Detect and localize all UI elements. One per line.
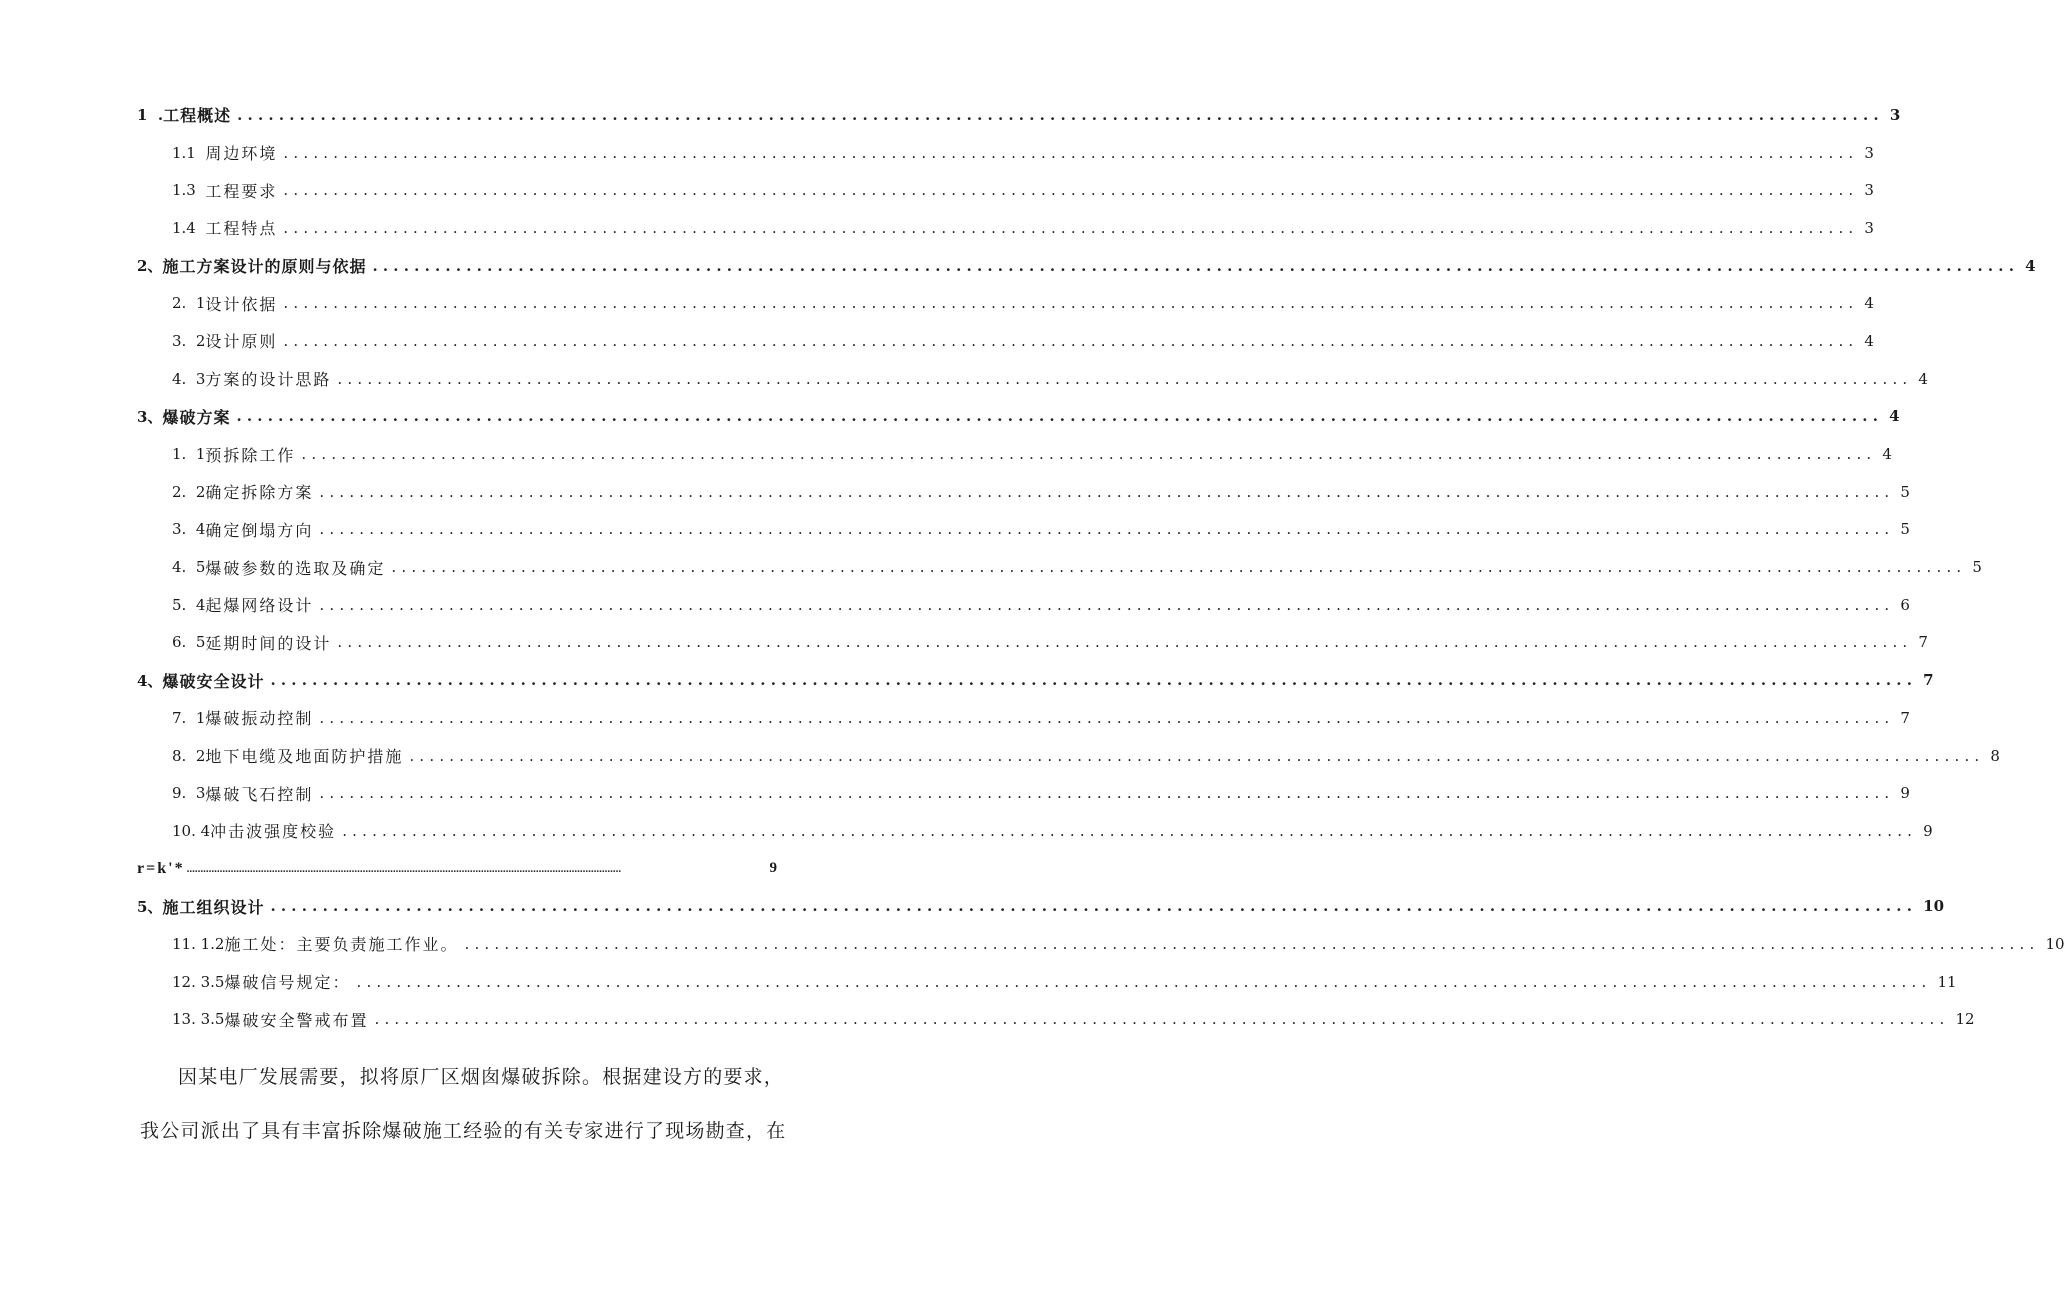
toc-entry-number: 3. 2 [172,331,206,350]
toc-leader-dots: .............................................................................................................................................................. [391,558,1967,577]
toc-entry-page-number: 4 [1918,369,1928,388]
toc-entry-number: 3、 [137,407,163,426]
toc-entry-page-number: 7 [1923,671,1934,690]
toc-entry-title: 设计原则 [205,332,278,352]
toc-entry-title: 施工处：主要负责施工作业。 [224,935,459,955]
toc-entry-title: 爆破振动控制 [205,709,314,729]
toc-entry[interactable] [0,96,1901,134]
toc-entry-title: 起爆网络设计 [205,596,314,616]
toc-leader-dots: .............................................................................................................................................................. [270,897,1918,916]
toc-entry-title: 工程特点 [205,219,278,239]
toc-entry-title: 工程要求 [205,181,278,201]
table-of-contents [0,96,2065,1038]
toc-entry-title: 爆破安全设计 [162,671,265,691]
toc-entry-page-number: 9 [1900,784,1910,803]
toc-entry-number: 8. 2 [172,746,206,765]
toc-entry-page-number: 4 [1889,407,1900,426]
toc-entry-page-number: 3 [1864,218,1874,237]
toc-entry-title: 地下电缆及地面防护措施 [205,747,404,767]
toc-entry[interactable] [0,661,1934,699]
toc-leader-dots: .............................................................................................................................................................. [283,143,1859,162]
toc-entry[interactable] [0,774,1910,812]
toc-entry-title: 施工组织设计 [162,897,265,917]
toc-entry-number: 4. 3 [172,369,206,388]
toc-entry-number: 13. 3.5 [172,1010,225,1029]
toc-entry-page-number: 3 [1889,105,1901,124]
toc-entry-number: 9. 3 [172,784,206,803]
toc-entry[interactable] [0,699,1910,737]
toc-entry-title: 爆破方案 [162,407,231,427]
toc-entry-title: 工程概述 [163,106,232,126]
toc-leader-dots: .............................................................................................................................................................. [374,1010,1950,1029]
toc-entry[interactable] [0,398,1900,436]
toc-entry[interactable] [0,963,1957,1001]
toc-entry-page-number: 7 [1900,708,1910,727]
toc-entry-number: 6. 5 [172,633,206,652]
toc-leader-dots: .............................................................................................................................................................. [236,407,1884,426]
toc-entry-title: 爆破安全警戒布置 [224,1010,369,1030]
toc-entry-page-number: 12 [1955,1010,1975,1029]
toc-entry[interactable] [0,887,1945,925]
toc-leader-dots: .............................................................................................................................................................. [237,105,1884,124]
toc-entry[interactable] [0,284,1874,322]
toc-entry[interactable] [0,435,1892,473]
toc-entry-page-number: 8 [1990,746,2000,765]
toc-entry-page-number: 5 [1972,558,1982,577]
toc-entry-number: 4. 5 [172,558,206,577]
toc-leader-dots: .............................................................................................................................................................. [337,633,1913,652]
toc-entry-page-number: 11 [1937,972,1957,991]
toc-entry-page-number: 3 [1864,143,1874,162]
toc-entry[interactable] [0,171,1874,209]
toc-leader-dots: .............................................................................................................................................................. [186,862,622,875]
toc-leader-dots: .............................................................................................................................................................. [283,181,1859,200]
toc-entry[interactable] [0,247,2036,285]
toc-entry-number: 2. 2 [172,482,206,501]
toc-entry[interactable] [0,134,1874,172]
toc-entry-number: 1.4 [172,218,206,237]
toc-leader-dots: .............................................................................................................................................................. [319,784,1895,803]
toc-entry-number: 4、 [137,671,163,690]
toc-entry[interactable] [0,511,1910,549]
toc-leader-dots: .............................................................................................................................................................. [319,520,1895,539]
toc-entry[interactable] [0,473,1910,511]
toc-entry-page-number: 3 [1864,181,1874,200]
toc-entry[interactable] [0,925,2065,963]
toc-leader-dots: .............................................................................................................................................................. [270,671,1918,690]
toc-entry-title: r=k'* [137,859,185,877]
toc-entry-page-number: 9 [1923,821,1933,840]
toc-entry-number: 1. 1 [172,445,206,464]
toc-leader-dots: .............................................................................................................................................................. [283,294,1859,313]
toc-entry-title: 预拆除工作 [205,445,296,465]
toc-leader-dots: .............................................................................................................................................................. [356,972,1932,991]
toc-leader-dots: .............................................................................................................................................................. [342,821,1918,840]
toc-entry-number: 2. 1 [172,294,206,313]
toc-entry-page-number: 4 [1882,445,1892,464]
toc-entry-title: 周边环境 [205,144,278,164]
toc-entry-page-number: 10 [1923,897,1945,916]
toc-entry-number: 5. 4 [172,595,206,614]
toc-entry-title: 施工方案设计的原则与依据 [162,257,367,277]
toc-leader-dots: .............................................................................................................................................................. [464,934,2040,953]
toc-entry[interactable] [0,548,1982,586]
toc-entry-page-number: 4 [1864,331,1874,350]
toc-entry-title: 爆破参数的选取及确定 [205,558,386,578]
toc-entry[interactable] [0,737,2000,775]
toc-entry-number: 1 . [137,105,164,124]
toc-entry-title: 设计依据 [205,294,278,314]
toc-entry-number: 5、 [137,897,163,916]
toc-entry[interactable] [0,1001,1975,1039]
toc-entry-title: 爆破信号规定： [224,973,351,993]
toc-entry-number: 1.3 [172,181,206,200]
toc-entry-number: 10. 4 [172,821,211,840]
toc-entry-title: 方案的设计思路 [205,370,332,390]
toc-entry[interactable] [0,360,1928,398]
toc-leader-dots: .............................................................................................................................................................. [319,482,1895,501]
body-paragraph [140,1050,790,1158]
toc-entry[interactable] [0,209,1874,247]
toc-entry[interactable] [0,624,1928,662]
toc-entry[interactable] [0,850,920,888]
paragraph-line: 我公司派出了具有丰富拆除爆破施工经验的有关专家进行了现场勘查，在 [140,1120,787,1142]
toc-entry[interactable] [0,322,1874,360]
toc-entry-page-number: 4 [2025,256,2036,275]
toc-entry-page-number: 6 [1900,595,1910,614]
toc-leader-dots: .............................................................................................................................................................. [319,708,1895,727]
toc-entry-number: 3. 4 [172,520,206,539]
toc-entry[interactable] [0,586,1910,624]
toc-leader-dots: .............................................................................................................................................................. [283,331,1859,350]
toc-entry-page-number: 9 [769,860,777,877]
toc-entry-title: 延期时间的设计 [205,633,332,653]
toc-entry[interactable] [0,812,1933,850]
toc-entry-page-number: 5 [1900,482,1910,501]
toc-entry-page-number: 4 [1864,294,1874,313]
toc-leader-dots: .............................................................................................................................................................. [337,369,1913,388]
toc-entry-title: 确定倒塌方向 [205,520,314,540]
toc-entry-page-number: 5 [1900,520,1910,539]
toc-entry-number: 11. 1.2 [172,934,225,953]
toc-entry-number: 12. 3.5 [172,972,225,991]
toc-leader-dots: .............................................................................................................................................................. [409,746,1985,765]
toc-entry-title: 爆破飞石控制 [205,784,314,804]
toc-entry-number: 1.1 [172,143,206,162]
toc-leader-dots: .............................................................................................................................................................. [283,218,1859,237]
toc-entry-title: 冲击波强度校验 [210,822,337,842]
toc-entry-number: 2、 [137,257,163,276]
toc-entry-title: 确定拆除方案 [205,483,314,503]
paragraph-line: 因某电厂发展需要，拟将原厂区烟囱爆破拆除。根据建设方的要求， [178,1066,785,1088]
toc-leader-dots: .............................................................................................................................................................. [319,595,1895,614]
toc-entry-number: 7. 1 [172,708,206,727]
toc-entry-page-number: 10 [2045,934,2065,953]
toc-leader-dots: .............................................................................................................................................................. [301,445,1877,464]
toc-entry-page-number: 7 [1918,633,1928,652]
toc-leader-dots: .............................................................................................................................................................. [372,256,2020,275]
